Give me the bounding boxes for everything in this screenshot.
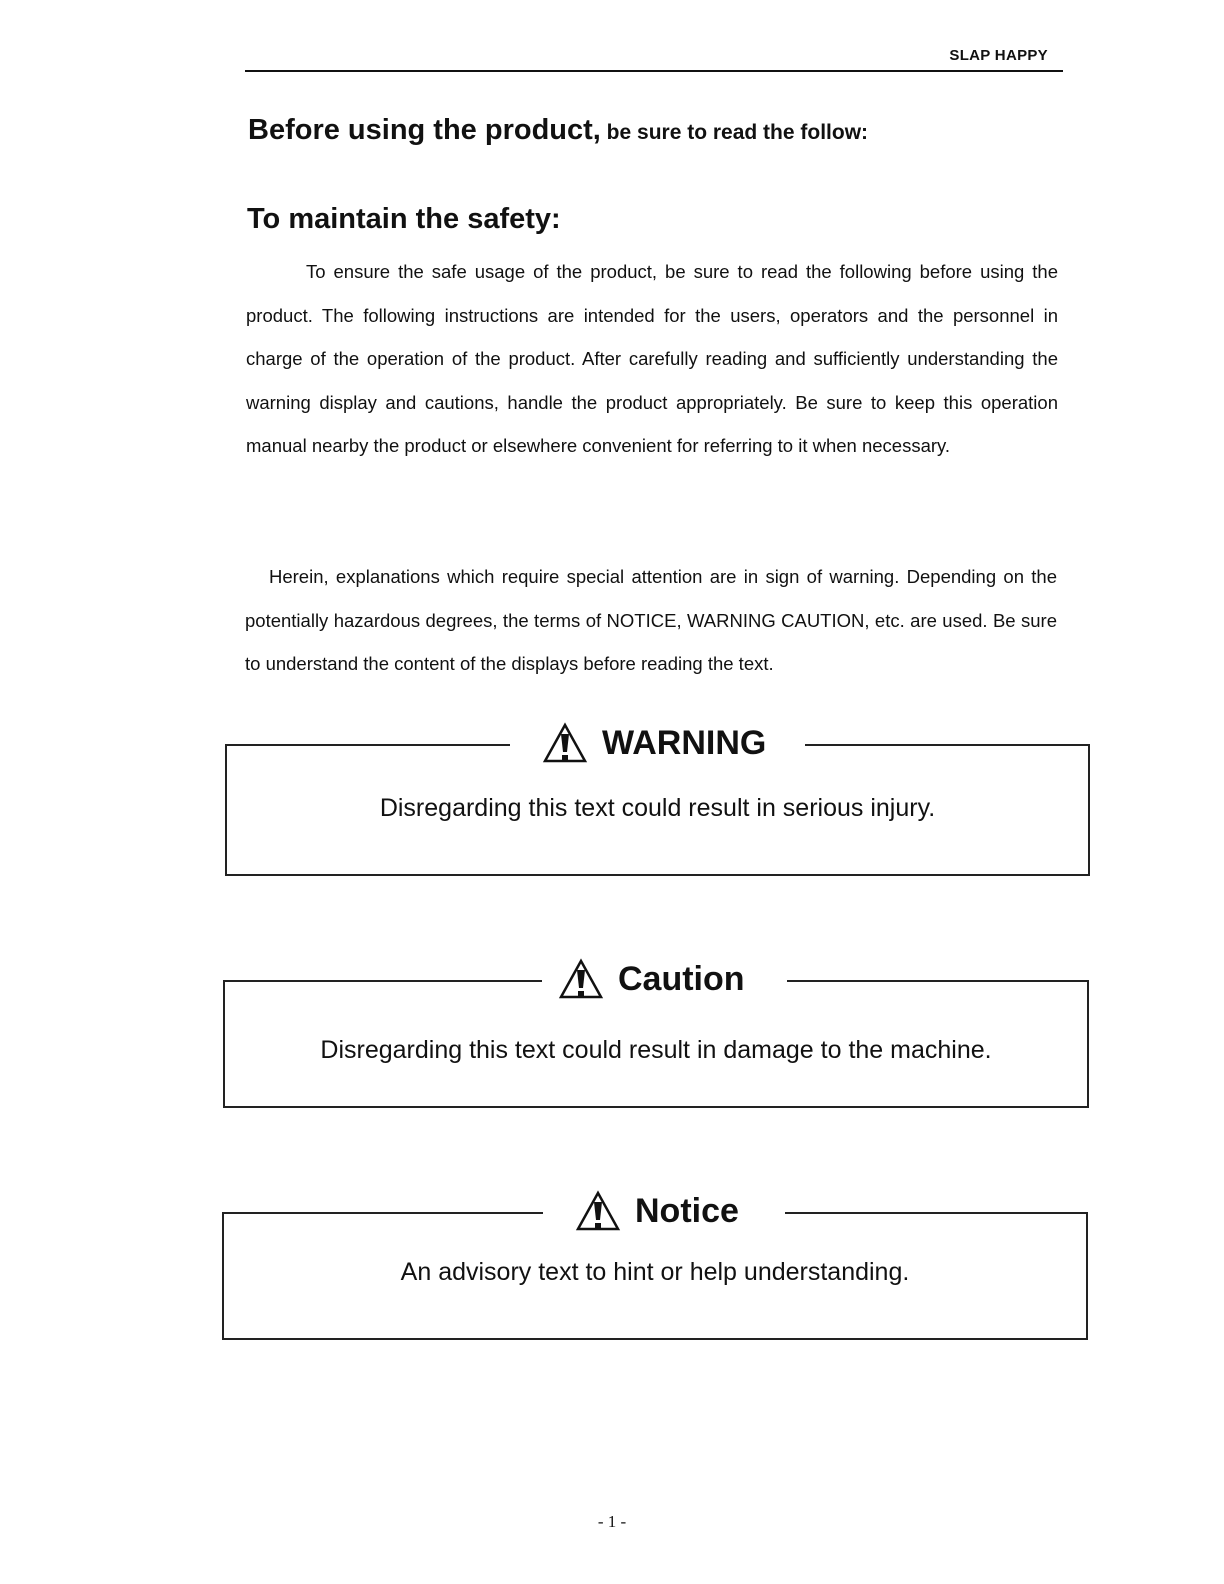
notice-label: Notice	[635, 1191, 739, 1230]
warning-box-top-rule-left	[227, 744, 510, 746]
notice-box-top-rule-right	[785, 1212, 1086, 1214]
warning-text: Disregarding this text could result in serious injury.	[379, 794, 936, 822]
page-number: - 1 -	[597, 1512, 627, 1531]
safety-heading: To maintain the safety:	[247, 203, 561, 235]
notice-text: An advisory text to hint or help understanding.	[400, 1258, 910, 1286]
warning-box-top-rule-right	[805, 744, 1088, 746]
warning-triangle-icon	[575, 1190, 621, 1232]
page-title-lead: Before using the product,	[248, 114, 601, 146]
safety-paragraph-2: Herein, explanations which require special attention are in sign of warning. Depending on the potentially hazardous degrees, the terms of NOTICE, WARNING CAUTION, etc. are used. Be sure to understand the content of the displays before reading the text.	[245, 566, 1057, 675]
warning-triangle-icon	[542, 722, 588, 764]
caution-label: Caution	[618, 959, 745, 998]
page-title-tail: be sure to read the follow:	[600, 121, 869, 144]
header-rule	[245, 70, 1063, 72]
warning-box	[225, 723, 1090, 876]
warning-triangle-icon	[558, 958, 604, 1000]
warning-label: WARNING	[602, 723, 767, 762]
notice-box-title	[575, 1190, 739, 1232]
caution-box-top-rule-right	[787, 980, 1087, 982]
caution-text: Disregarding this text could result in damage to the machine.	[320, 1036, 992, 1064]
caution-box	[223, 959, 1089, 1108]
notice-box	[222, 1191, 1088, 1340]
notice-box-top-rule-left	[224, 1212, 543, 1214]
safety-paragraph-1: To ensure the safe usage of the product, be sure to read the following before using the product. The following instructions are intended for the users, operators and the personnel in charge of the operation of the product. After carefully reading and sufficiently understanding the warning display and cautions, handle the product appropriately. Be sure to keep this operation manual nearby the product or elsewhere convenient for referring to it when necessary.	[246, 261, 1058, 457]
running-header: SLAP HAPPY	[949, 47, 1048, 64]
warning-box-title	[542, 722, 766, 764]
page-title	[248, 114, 868, 147]
caution-box-title	[558, 958, 745, 1000]
caution-box-top-rule-left	[225, 980, 542, 982]
